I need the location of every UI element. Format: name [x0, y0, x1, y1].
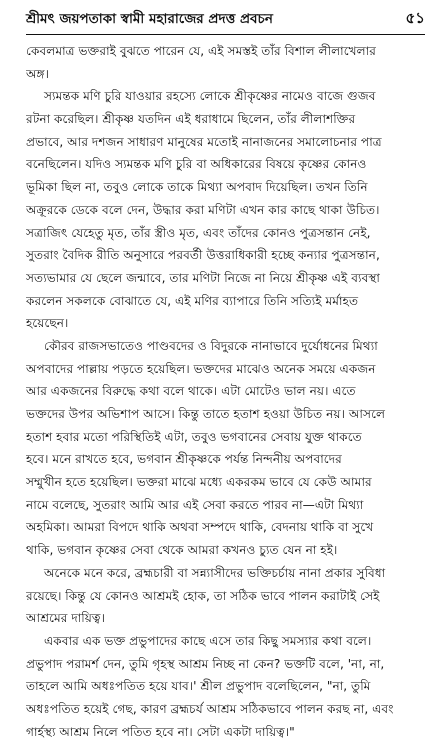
text-line: ভূমিকা ছিল না, তবুও লোকে তাকে মিথ্যা অপবাদ দিয়েছিল। তখন তিনি [26, 180, 368, 195]
paragraph [26, 562, 425, 630]
text-line: কেবলমাত্র ভক্তরাই বুঝতে পারেন যে, এই সমস্তই তাঁর বিশাল লীলাখেলার [26, 44, 376, 58]
text-line: অঙ্গ। [26, 66, 49, 81]
text-line: থাকি, ভগবান কৃষ্ণের সেবা থেকে আমরা কখনও চ্যুত যেন না হই। [26, 543, 338, 558]
paragraph [26, 630, 425, 743]
text-line: প্রভুপাদ পরামর্শ দেন, তুমি গৃহস্থ আশ্রম নিচ্ছ না কেন? ভক্তটি বলে, 'না, না, [26, 656, 385, 671]
text-line: রয়েছে। কিন্তু যে কোনও আশ্রমই হোক, তা সঠিক ভাবে পালন করাটাই সেই [26, 588, 380, 603]
text-line: স্যমন্তক মণি চুরি যাওয়ার রহস্যে লোকে শ্রীকৃষ্ণের নামেও বাজে গুজব [44, 89, 376, 104]
text-line: করলেন সকলকে বোঝাতে যে, এই মণির ব্যাপারে তিনি সত্যিই মর্মাহত [26, 293, 359, 308]
page-body [26, 40, 425, 743]
text-line: একবার এক ভক্ত প্রভুপাদের কাছে এসে তার কিছু সমস্যার কথা বলে। [44, 633, 372, 648]
header-rule [26, 34, 425, 35]
text-line: নামে বলেছে, সুতরাং আমি আর এই সেবা করতে পারব না—এটা মিথ্যা [26, 497, 364, 512]
running-header [26, 8, 425, 30]
paragraph [26, 85, 425, 335]
text-line: আশ্রমের দায়িত্ব। [26, 611, 105, 626]
running-header-title: শ্রীমৎ জয়পতাকা স্বামী মহারাজের প্রদত্ত প্রবচন [26, 10, 273, 27]
text-line: অহমিকা। আমরা বিপদে থাকি অথবা সম্পদে থাকি, বেদনায় থাকি বা সুখে [26, 520, 374, 535]
text-line: সুতরাং বৈদিক রীতি অনুসারে পরবর্তী উত্তরাধিকারী হচ্ছে কন্যার পুত্রসন্তান, [26, 248, 380, 263]
text-line: প্রভাবে, আর দশজন সাধারণ মানুষের মতোই নানাজনের সমালোচনার পাত্র [26, 134, 382, 149]
text-line: অনেকে মনে করে, ব্রহ্মচারী বা সন্ন্যাসীদের ভক্তিচর্চায় নানা প্রকার সুবিধা [44, 565, 386, 580]
text-line: কৌরব রাজসভাতেও পাণ্ডবদের ও বিদুরকে নানাভাবে দুর্যোধনের মিথ্যা [44, 338, 378, 353]
paragraph [26, 40, 425, 85]
paragraph [26, 335, 425, 562]
text-line: অক্রূরকে ডেকে বলে দেন, উদ্ধার করা মণিটা এখন কার কাছে থাকা উচিত। [26, 202, 380, 217]
text-line: সম্মুখীন হতে হয়েছিল। ভক্তরা মাঝে মধ্যে একরকম ভাবে যে কেউ আমার [26, 475, 372, 490]
text-line: তাহলে আমি অধঃপতিত হয়ে যাব।' শ্রীল প্রভুপাদ বলেছিলেন, "না, তুমি [26, 679, 371, 694]
text-line: ভক্তদের উপর অভিশাপ আসে। কিন্তু তাতে হতাশ হওয়া উচিত নয়। আসলে [26, 407, 386, 421]
page-number: ৫১ [405, 8, 425, 27]
text-line: হতাশ হবার মতো পরিস্থিতিই এটা, তবুও ভগবানের সেবায় যুক্ত থাকতে [26, 429, 362, 444]
text-line: সত্যভামার যে ছেলে জন্মাবে, তার মণিটা নিজে না নিয়ে শ্রীকৃষ্ণ এই ব্যবস্থা [26, 270, 380, 285]
text-line: রটনা করেছিল। শ্রীকৃষ্ণ যতদিন এই ধরাধামে ছিলেন, তাঁর লীলাশক্তির [26, 112, 356, 127]
text-line: গার্হস্থ্য আশ্রম নিলে পতিত হবে না। সেটা একটা দায়িত্ব।" [26, 724, 295, 739]
text-line: অপবাদের পাল্লায় পড়তে হয়েছিল। ভক্তদের মাঝেও অনেক সময়ে একজন [26, 361, 376, 376]
text-line: হয়েছেন। [26, 316, 69, 331]
text-line: অধঃপতিত হয়েই গেছ, কারণ ব্রহ্মচর্য আশ্রম সঠিকভাবে পালন করছ না, এবং [26, 701, 394, 716]
text-line: আর একজনের বিরুদ্ধে কথা বলে থাকে। এটা মোটেও ভাল নয়। এতে [26, 384, 356, 399]
text-line: হবে। মনে রাখতে হবে, ভগবান শ্রীকৃষ্ণকে পর্যন্ত নিন্দনীয় অপবাদের [26, 452, 342, 467]
text-line: সত্রাজিৎ যেহেতু মৃত, তাঁর স্ত্রীও মৃত, এবং তাঁদের কোনও পুত্রসন্তান নেই, [26, 225, 371, 240]
text-line: বনেছিলেন। যদিও স্যমন্তক মণি চুরি বা অধিকারের বিষয়ে কৃষ্ণের কোনও [26, 157, 367, 172]
